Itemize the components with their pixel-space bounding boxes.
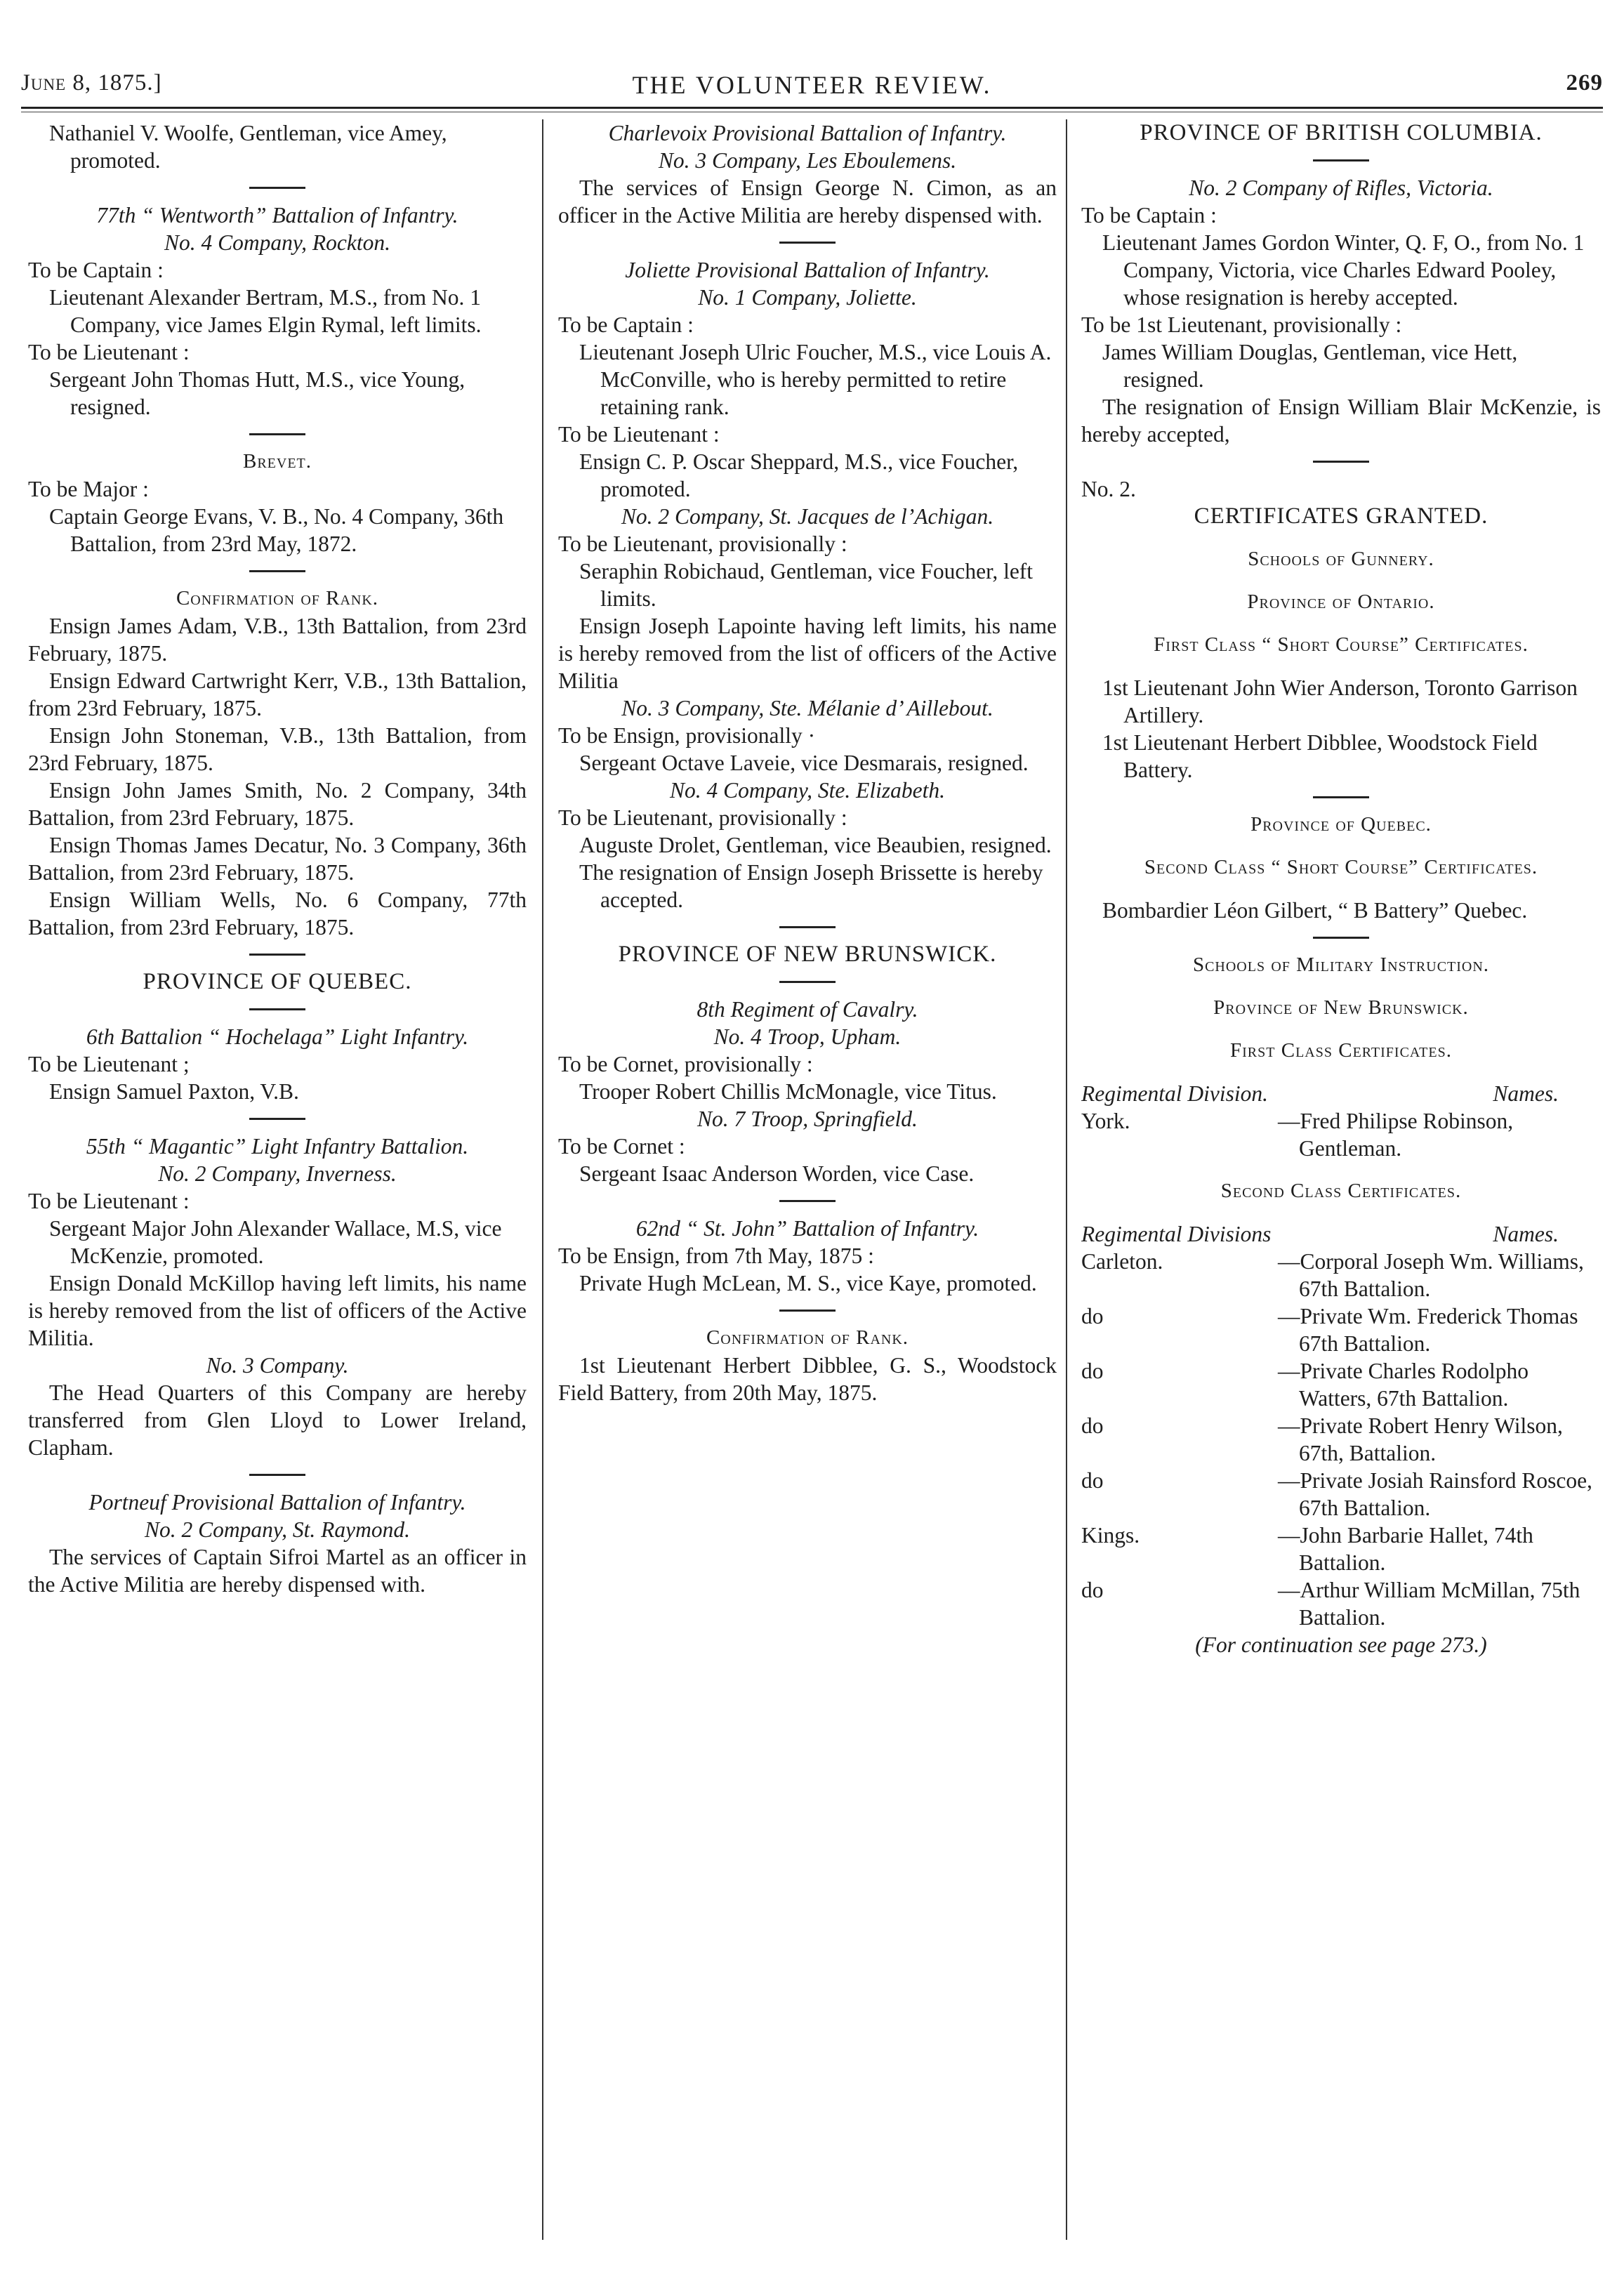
name-cell: —Corporal Joseph Wm. Williams, 67th Battalion. <box>1278 1249 1584 1301</box>
province-heading: PROVINCE OF QUEBEC. <box>143 969 412 994</box>
section-dash <box>249 433 305 435</box>
paragraph: Ensign John James Smith, No. 2 Company, 34th Battalion, from 23rd February, 1875. <box>28 778 527 830</box>
subsection-heading: First Class Certificates. <box>1230 1039 1452 1062</box>
subsection-heading: No. 7 Troop, Springfield. <box>697 1107 918 1131</box>
appointment-label: To be Lieutenant : <box>28 1189 190 1213</box>
subsection-heading: No. 4 Troop, Upham. <box>713 1024 902 1049</box>
section-dash <box>249 570 305 572</box>
section-dash <box>779 926 836 928</box>
paragraph: 1st Lieutenant Herbert Dibblee, Woodstock Field Battery. <box>1102 730 1538 782</box>
column-divider <box>1066 119 1067 2240</box>
paragraph: Ensign James Adam, V.B., 13th Battalion, from 23rd February, 1875. <box>28 614 527 666</box>
section-dash <box>249 954 305 956</box>
appointment-label: To be Cornet : <box>558 1134 685 1159</box>
publication-title: THE VOLUNTEER REVIEW. <box>632 71 992 99</box>
section-heading: 8th Regiment of Cavalry. <box>697 997 918 1022</box>
section-dash <box>1313 937 1369 939</box>
appointment-label: To be Cornet, provisionally : <box>558 1052 813 1076</box>
paragraph: Nathaniel V. Woolfe, Gentleman, vice Amey, promoted. <box>49 121 447 173</box>
section-dash <box>1313 461 1369 463</box>
table-header <box>1081 1080 1601 1107</box>
subsection-heading: Second Class “ Short Course” Certificates. <box>1144 856 1538 878</box>
table-header <box>1081 1220 1601 1248</box>
subsection-heading: No. 3 Company, Les Eboulemens. <box>658 148 957 173</box>
paragraph: Sergeant John Thomas Hutt, M.S., vice Young, resigned. <box>49 367 466 419</box>
division-cell: do <box>1081 1413 1104 1438</box>
paragraph: Auguste Drolet, Gentleman, vice Beaubien, resigned. <box>579 833 1052 857</box>
section-heading: 6th Battalion “ Hochelaga” Light Infantry. <box>86 1024 469 1049</box>
section-dash <box>249 1008 305 1010</box>
subsection-heading: Second Class Certificates. <box>1220 1180 1462 1202</box>
section-dash <box>779 242 836 244</box>
paragraph: Ensign Donald McKillop having left limits, his name is hereby removed from the list of officers of the Active Militia. <box>28 1271 527 1350</box>
appointment-label: To be Ensign, provisionally · <box>558 723 816 748</box>
issue-date: June 8, 1875.] <box>21 70 162 95</box>
table-row <box>1081 1467 1601 1522</box>
name-cell: —Private Robert Henry Wilson, 67th, Battalion. <box>1278 1413 1563 1465</box>
subsection-heading: No. 2 Company, St. Raymond. <box>145 1517 410 1542</box>
paragraph: The services of Captain Sifroi Martel as an officer in the Active Militia are hereby dispensed with. <box>28 1545 527 1597</box>
table-row <box>1081 1412 1601 1467</box>
subsection-heading: First Class “ Short Course” Certificates. <box>1154 633 1529 656</box>
paragraph: Ensign Joseph Lapointe having left limits, his name is hereby removed from the list of officers of the Active Militia <box>558 614 1057 693</box>
division-cell: do <box>1081 1578 1104 1602</box>
paragraph: The resignation of Ensign William Blair McKenzie, is hereby accepted, <box>1081 395 1601 447</box>
subsection-heading: Province of Quebec. <box>1250 813 1432 836</box>
appointment-label: To be Lieutenant : <box>558 422 720 447</box>
section-heading: Confirmation of Rank. <box>706 1326 909 1349</box>
subsection-heading: No. 3 Company. <box>206 1353 349 1378</box>
appointment-label: To be Lieutenant, provisionally : <box>558 532 847 556</box>
page-header <box>21 70 1603 112</box>
column-header: Regimental Divisions <box>1081 1222 1272 1246</box>
subsection-heading: Province of New Brunswick. <box>1213 996 1469 1019</box>
paragraph: The Head Quarters of this Company are hereby transferred from Glen Lloyd to Lower Ireland, Clapham. <box>28 1380 527 1460</box>
paragraph: Lieutenant Joseph Ulric Foucher, M.S., vice Louis A. McConville, who is hereby permitted to retire retaining rank. <box>579 340 1052 419</box>
province-heading: PROVINCE OF BRITISH COLUMBIA. <box>1140 120 1543 145</box>
appointment-label: To be Lieutenant, provisionally : <box>558 805 847 830</box>
section-dash <box>779 981 836 983</box>
paragraph: Sergeant Major John Alexander Wallace, M.S, vice McKenzie, promoted. <box>49 1216 502 1268</box>
column-divider <box>542 119 543 2240</box>
section-dash <box>249 1474 305 1476</box>
paragraph: Private Hugh McLean, M. S., vice Kaye, promoted. <box>579 1271 1037 1295</box>
division-cell: do <box>1081 1468 1104 1493</box>
paragraph: Lieutenant Alexander Bertram, M.S., from No. 1 Company, vice James Elgin Rymal, left limits. <box>49 285 482 337</box>
continuation-note: (For continuation see page 273.) <box>1195 1632 1487 1657</box>
subsection-heading: No. 3 Company, Ste. Mélanie d’ Aillebout. <box>621 696 993 720</box>
subsection-heading: No. 2 Company, Inverness. <box>158 1161 397 1186</box>
paragraph: Ensign Edward Cartwright Kerr, V.B., 13th Battalion, from 23rd February, 1875. <box>28 668 527 720</box>
paragraph: Ensign Samuel Paxton, V.B. <box>49 1079 299 1104</box>
paragraph: 1st Lieutenant Herbert Dibblee, G. S., Woodstock Field Battery, from 20th May, 1875. <box>558 1353 1057 1405</box>
division-cell: Carleton. <box>1081 1249 1163 1274</box>
column-2 <box>558 119 1057 2240</box>
paragraph: Captain George Evans, V. B., No. 4 Company, 36th Battalion, from 23rd May, 1872. <box>49 504 504 556</box>
appointment-label: To be Captain : <box>558 312 694 337</box>
table-row <box>1081 1107 1601 1162</box>
paragraph: Sergeant Octave Laveie, vice Desmarais, resigned. <box>579 751 1029 775</box>
table-row <box>1081 1302 1601 1357</box>
paragraph: 1st Lieutenant John Wier Anderson, Toronto Garrison Artillery. <box>1102 675 1578 727</box>
division-cell: do <box>1081 1304 1104 1328</box>
table-row <box>1081 1357 1601 1412</box>
paragraph: Ensign John Stoneman, V.B., 13th Battalion, from 23rd February, 1875. <box>28 723 527 775</box>
paragraph: Lieutenant James Gordon Winter, Q. F, O., from No. 1 Company, Victoria, vice Charles Edward Pooley, whose resignation is hereby accepted. <box>1102 230 1585 310</box>
section-dash <box>1313 796 1369 798</box>
division-cell: Kings. <box>1081 1523 1140 1548</box>
appointment-label: To be 1st Lieutenant, provisionally : <box>1081 312 1402 337</box>
table-row <box>1081 1576 1601 1631</box>
paragraph: The services of Ensign George N. Cimon, as an officer in the Active Militia are hereby dispensed with. <box>558 176 1057 227</box>
column-1 <box>28 119 527 2240</box>
name-cell: —Private Charles Rodolpho Watters, 67th Battalion. <box>1278 1359 1529 1411</box>
name-cell: —Arthur William McMillan, 75th Battalion. <box>1278 1578 1580 1630</box>
paragraph: Bombardier Léon Gilbert, “ B Battery” Quebec. <box>1102 898 1528 923</box>
paragraph: Ensign William Wells, No. 6 Company, 77th Battalion, from 23rd February, 1875. <box>28 888 527 939</box>
column-3 <box>1081 119 1601 2240</box>
section-heading: 62nd “ St. John” Battalion of Infantry. <box>635 1216 979 1241</box>
section-heading: Portneuf Provisional Battalion of Infantry. <box>88 1490 466 1515</box>
section-dash <box>1313 159 1369 161</box>
column-header: Regimental Division. <box>1081 1081 1268 1106</box>
subsection-heading: No. 1 Company, Joliette. <box>698 285 917 310</box>
division-cell: York. <box>1081 1109 1130 1133</box>
notice-number: No. 2. <box>1081 477 1136 501</box>
appointment-label: To be Captain : <box>28 258 164 282</box>
page-number: 269 <box>1566 70 1603 95</box>
division-cell: do <box>1081 1359 1104 1383</box>
paragraph: Sergeant Isaac Anderson Worden, vice Case. <box>579 1161 975 1186</box>
paragraph: Seraphin Robichaud, Gentleman, vice Foucher, left limits. <box>579 559 1034 611</box>
appointment-label: To be Lieutenant ; <box>28 1052 190 1076</box>
section-dash <box>249 187 305 189</box>
column-header: Names. <box>1493 1081 1559 1106</box>
section-heading: 77th “ Wentworth” Battalion of Infantry. <box>96 203 458 227</box>
name-cell: —Fred Philipse Robinson, Gentleman. <box>1278 1109 1514 1161</box>
section-heading: Brevet. <box>242 450 312 473</box>
paragraph: The resignation of Ensign Joseph Brissette is hereby accepted. <box>579 860 1043 912</box>
province-heading: PROVINCE OF NEW BRUNSWICK. <box>618 942 997 967</box>
section-dash <box>779 1310 836 1312</box>
section-dash <box>249 1118 305 1120</box>
paragraph: Trooper Robert Chillis McMonagle, vice Titus. <box>579 1079 997 1104</box>
paragraph: James William Douglas, Gentleman, vice Hett, resigned. <box>1102 340 1518 392</box>
section-heading: Charlevoix Provisional Battalion of Infantry. <box>608 121 1007 145</box>
subsection-heading: No. 2 Company of Rifles, Victoria. <box>1189 176 1493 200</box>
section-heading: 55th “ Magantic” Light Infantry Battalion. <box>86 1134 469 1159</box>
subsection-heading: No. 4 Company, Rockton. <box>164 230 390 255</box>
appointment-label: To be Lieutenant : <box>28 340 190 364</box>
paragraph: Ensign C. P. Oscar Sheppard, M.S., vice Foucher, promoted. <box>579 449 1019 501</box>
column-header: Names. <box>1493 1222 1559 1246</box>
subsection-heading: Province of Ontario. <box>1247 591 1435 613</box>
appointment-label: To be Major : <box>28 477 149 501</box>
section-heading: Confirmation of Rank. <box>176 587 379 609</box>
section-heading: Schools of Military Instruction. <box>1192 954 1490 976</box>
appointment-label: To be Captain : <box>1081 203 1217 227</box>
subsection-heading: No. 2 Company, St. Jacques de l’Achigan. <box>621 504 994 529</box>
name-cell: —Private Wm. Frederick Thomas 67th Battalion. <box>1278 1304 1578 1356</box>
section-heading: CERTIFICATES GRANTED. <box>1194 503 1488 529</box>
section-heading: Schools of Gunnery. <box>1248 548 1434 570</box>
table-row <box>1081 1522 1601 1576</box>
section-heading: Joliette Provisional Battalion of Infantry. <box>625 258 990 282</box>
table-row <box>1081 1248 1601 1302</box>
paragraph: Ensign Thomas James Decatur, No. 3 Company, 36th Battalion, from 23rd February, 1875. <box>28 833 527 885</box>
header-rule <box>21 107 1603 109</box>
appointment-label: To be Ensign, from 7th May, 1875 : <box>558 1244 874 1268</box>
subsection-heading: No. 4 Company, Ste. Elizabeth. <box>670 778 945 803</box>
section-dash <box>779 1200 836 1202</box>
name-cell: —Private Josiah Rainsford Roscoe, 67th Battalion. <box>1278 1468 1592 1520</box>
name-cell: —John Barbarie Hallet, 74th Battalion. <box>1278 1523 1533 1575</box>
